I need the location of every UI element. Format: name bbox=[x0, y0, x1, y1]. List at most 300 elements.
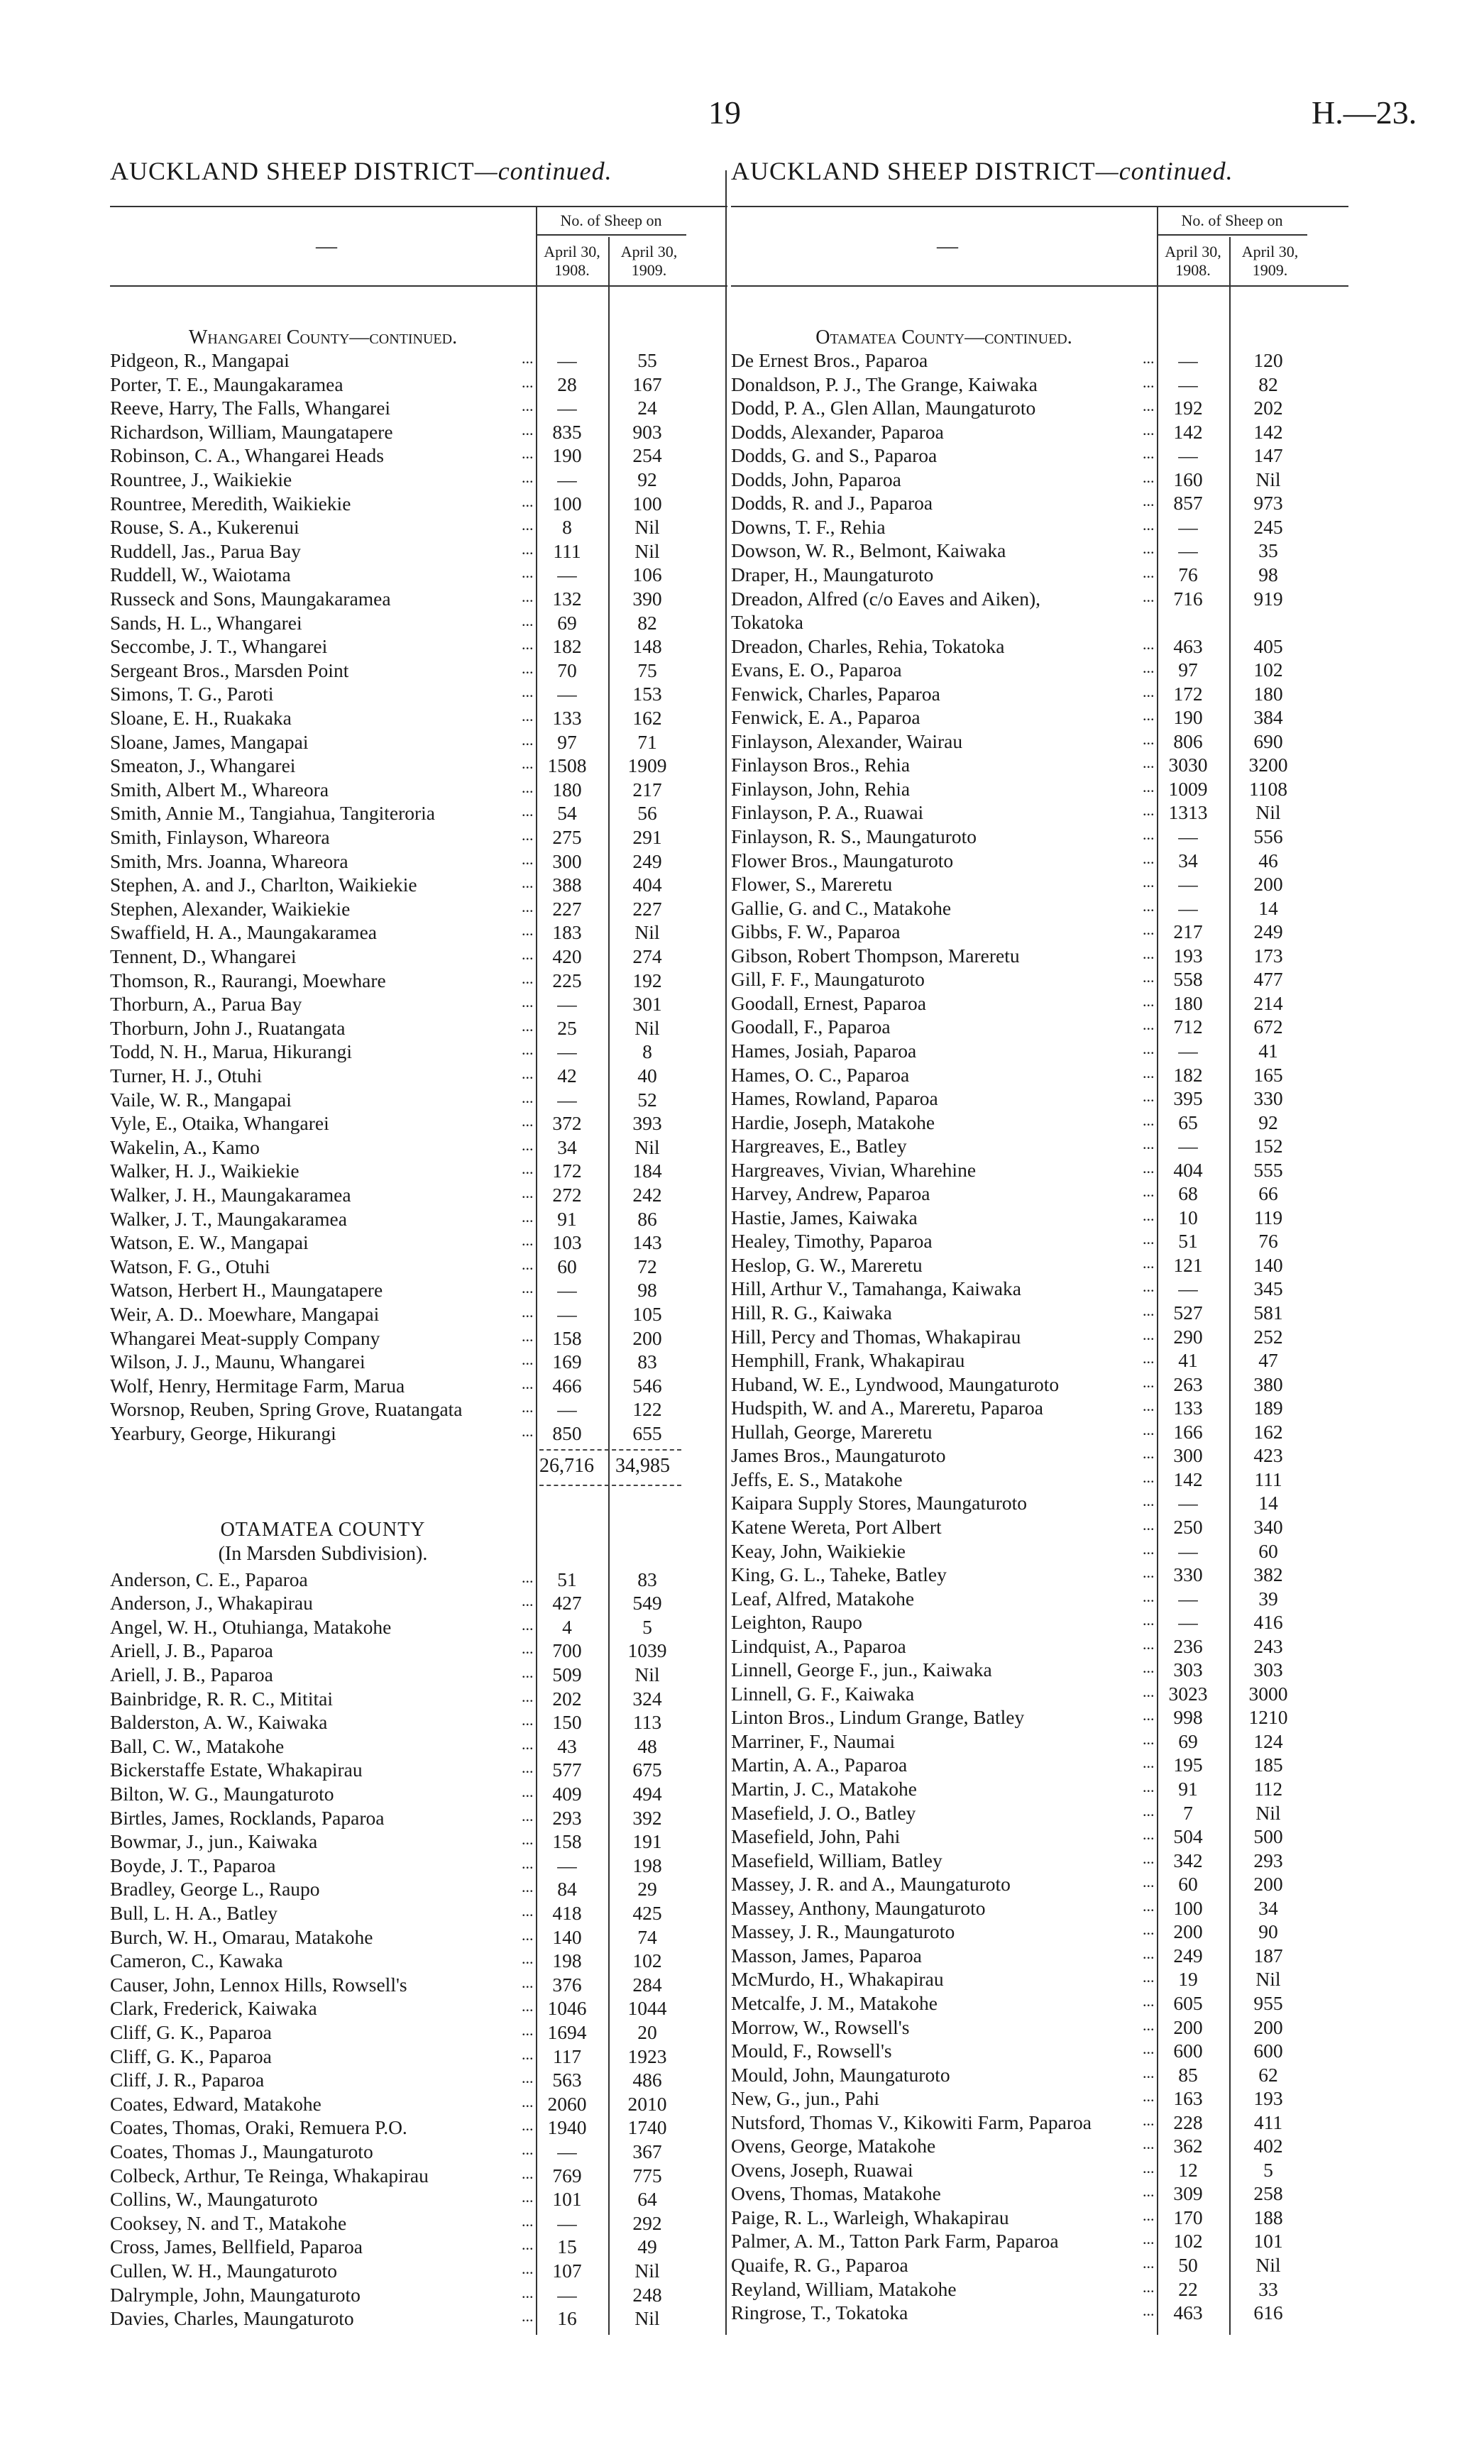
table-row bbox=[731, 1945, 1348, 1968]
sheep-1909: 227 bbox=[632, 897, 662, 920]
leader-dots: ... bbox=[1143, 1659, 1155, 1677]
leader-dots: ... bbox=[522, 1806, 534, 1825]
table-row bbox=[731, 778, 1348, 801]
sheep-1909: 200 bbox=[1253, 2015, 1283, 2038]
leader-dots: ... bbox=[1143, 1896, 1155, 1915]
entry-name: Wakelin, A., Kamo bbox=[110, 1135, 260, 1158]
sheep-1908: 577 bbox=[552, 1759, 582, 1781]
leader-dots: ... bbox=[1143, 1230, 1155, 1248]
sheep-1909: 380 bbox=[1253, 1373, 1283, 1395]
sheep-1908: 172 bbox=[1173, 682, 1203, 705]
sheep-1909: 581 bbox=[1253, 1302, 1283, 1324]
sheep-1908: — bbox=[1178, 1611, 1198, 1634]
sheep-1908: 1940 bbox=[547, 2116, 587, 2139]
sheep-1909: 49 bbox=[637, 2235, 657, 2258]
sheep-1908: 42 bbox=[557, 1065, 577, 1087]
entry-name: Todd, N. H., Marua, Hikurangi bbox=[110, 1040, 352, 1063]
sheep-1908: 180 bbox=[1173, 991, 1203, 1014]
entry-name: Hames, Josiah, Paparoa bbox=[731, 1039, 917, 1062]
entry-name: Heslop, G. W., Mareretu bbox=[731, 1253, 923, 1276]
sheep-1909: 600 bbox=[1253, 2040, 1283, 2062]
sheep-1908: 1046 bbox=[547, 1997, 587, 2020]
leader-dots: ... bbox=[1143, 968, 1155, 986]
sheep-1909: 14 bbox=[1258, 1492, 1278, 1514]
sheep-1908: 200 bbox=[1173, 2015, 1203, 2038]
sheep-1908: 290 bbox=[1173, 1325, 1203, 1348]
sheep-1909: 556 bbox=[1253, 825, 1283, 847]
leader-dots: ... bbox=[522, 659, 534, 677]
entry-name: Gill, F. F., Maungaturoto bbox=[731, 968, 925, 991]
entry-name: Ovens, George, Matakohe bbox=[731, 2135, 936, 2157]
leader-dots: ... bbox=[522, 2116, 534, 2135]
sheep-1908: 249 bbox=[1173, 1944, 1203, 1967]
entry-name: Ovens, Joseph, Ruawai bbox=[731, 2158, 913, 2181]
sheep-1908: — bbox=[557, 1040, 577, 1063]
sheep-1908: 372 bbox=[552, 1112, 582, 1135]
sheep-1908: 198 bbox=[552, 1949, 582, 1972]
sheep-1908: 1508 bbox=[547, 754, 587, 777]
sheep-1909: 973 bbox=[1253, 492, 1283, 515]
table-row bbox=[731, 397, 1348, 420]
entry-name: Dodds, G. and S., Paparoa bbox=[731, 444, 938, 467]
leader-dots: ... bbox=[522, 1135, 534, 1154]
entry-name: Cliff, G. K., Paparoa bbox=[110, 2021, 272, 2043]
table-row bbox=[110, 850, 727, 874]
sheep-1909: 122 bbox=[632, 1398, 662, 1421]
sheep-1909: 14 bbox=[1258, 896, 1278, 919]
sheep-1909: 142 bbox=[1253, 420, 1283, 443]
sheep-1908: 121 bbox=[1173, 1253, 1203, 1276]
sheep-1909: 188 bbox=[1253, 2206, 1283, 2228]
sheep-1909: 393 bbox=[632, 1112, 662, 1135]
sheep-1909: 367 bbox=[632, 2140, 662, 2162]
sheep-1909: 402 bbox=[1253, 2135, 1283, 2157]
leader-dots: ... bbox=[1143, 730, 1155, 748]
sheep-1908: 225 bbox=[552, 969, 582, 991]
header-bottom-rule bbox=[110, 285, 727, 287]
sheep-1909: 301 bbox=[632, 993, 662, 1016]
sheep-1908: — bbox=[557, 1854, 577, 1876]
sheep-1909: Nil bbox=[634, 2260, 660, 2282]
entry-name: Linton Bros., Lindum Grange, Batley bbox=[731, 1706, 1025, 1729]
sheep-1909: Nil bbox=[1255, 1968, 1281, 1991]
table-row bbox=[731, 1778, 1348, 1801]
header-bottom-rule bbox=[731, 285, 1348, 287]
leader-dots: ... bbox=[522, 730, 534, 749]
table-row bbox=[731, 1277, 1348, 1301]
entry-name: Wolf, Henry, Hermitage Farm, Marua bbox=[110, 1374, 405, 1397]
sheep-1909: 187 bbox=[1253, 1944, 1283, 1967]
sheep-1908: 97 bbox=[1178, 659, 1198, 681]
table-row bbox=[110, 1902, 727, 1925]
sheep-1908: 330 bbox=[1173, 1563, 1203, 1586]
sheep-1908: 160 bbox=[1173, 468, 1203, 490]
entry-name: Leighton, Raupo bbox=[731, 1611, 862, 1634]
sheep-1908: 182 bbox=[1173, 1063, 1203, 1086]
leader-dots: ... bbox=[1143, 1468, 1155, 1486]
entry-name: Watson, Herbert H., Maungatapere bbox=[110, 1279, 383, 1302]
table-row bbox=[110, 2307, 727, 2331]
sheep-1908: 34 bbox=[557, 1135, 577, 1158]
sheep-1908: 91 bbox=[557, 1207, 577, 1230]
table-row bbox=[731, 1326, 1348, 1349]
table-row bbox=[731, 1992, 1348, 2015]
sheep-1908: — bbox=[1178, 1277, 1198, 1300]
leader-dots: ... bbox=[522, 1255, 534, 1273]
leader-dots: ... bbox=[522, 802, 534, 820]
leader-dots: ... bbox=[1143, 659, 1155, 677]
leader-dots: ... bbox=[522, 420, 534, 439]
sheep-1908: 8 bbox=[562, 516, 572, 539]
leader-dots: ... bbox=[522, 1687, 534, 1705]
sheep-1909: 411 bbox=[1253, 2111, 1283, 2133]
sheep-1909: 52 bbox=[637, 1088, 657, 1111]
leader-dots: ... bbox=[1143, 2301, 1155, 2320]
entry-name: Hill, R. G., Kaiwaka bbox=[731, 1302, 892, 1324]
table-row bbox=[731, 2159, 1348, 2182]
sheep-1908: 275 bbox=[552, 826, 582, 848]
entry-name: Dreadon, Alfred (c/o Eaves and Aiken), bbox=[731, 587, 1041, 610]
leader-dots: ... bbox=[1143, 1039, 1155, 1057]
leader-dots: ... bbox=[522, 1568, 534, 1586]
sheep-1909: 83 bbox=[637, 1568, 657, 1590]
entry-name: Coates, Thomas, Oraki, Remuera P.O. bbox=[110, 2116, 407, 2139]
sheep-1909: 655 bbox=[632, 1422, 662, 1444]
leader-dots: ... bbox=[522, 2045, 534, 2063]
sheep-1908: 142 bbox=[1173, 420, 1203, 443]
leader-dots: ... bbox=[522, 2283, 534, 2301]
entry-name: Birtles, James, Rocklands, Paparoa bbox=[110, 1806, 385, 1829]
sheep-1909: 200 bbox=[1253, 1873, 1283, 1896]
sheep-1909: 382 bbox=[1253, 1563, 1283, 1586]
sheep-1908: — bbox=[557, 2140, 577, 2162]
table-row bbox=[110, 1422, 727, 1446]
leader-dots: ... bbox=[522, 516, 534, 534]
entry-name: Cliff, G. K., Paparoa bbox=[110, 2045, 272, 2067]
entry-name: Katene Wereta, Port Albert bbox=[731, 1515, 942, 1538]
sheep-1908: 12 bbox=[1178, 2158, 1198, 2181]
leader-dots: ... bbox=[1143, 1515, 1155, 1534]
entry-name: Nutsford, Thomas V., Kikowiti Farm, Paparoa bbox=[731, 2111, 1092, 2133]
leader-dots: ... bbox=[1143, 397, 1155, 415]
sheep-1908: 190 bbox=[552, 444, 582, 467]
sheep-1908: 172 bbox=[552, 1160, 582, 1182]
sheep-1908: 158 bbox=[552, 1830, 582, 1853]
table-row bbox=[110, 516, 727, 539]
entry-name: Donaldson, P. J., The Grange, Kaiwaka bbox=[731, 373, 1038, 395]
sheep-1909: 33 bbox=[1258, 2277, 1278, 2300]
table-row bbox=[110, 2260, 727, 2283]
leader-dots: ... bbox=[1143, 1825, 1155, 1844]
leader-dots: ... bbox=[1143, 1754, 1155, 1772]
table-row bbox=[110, 1949, 727, 1973]
leader-dots: ... bbox=[1143, 1349, 1155, 1368]
sheep-1909: 167 bbox=[632, 373, 662, 395]
sheep-1909: 249 bbox=[1253, 920, 1283, 943]
sheep-1908: 388 bbox=[552, 874, 582, 896]
sheep-1909: 86 bbox=[637, 1207, 657, 1230]
header-dash: — bbox=[937, 234, 958, 258]
sheep-1908: 111 bbox=[553, 539, 581, 562]
entry-name: Thomson, R., Raurangi, Moewhare bbox=[110, 969, 386, 991]
leader-dots: ... bbox=[522, 874, 534, 892]
leader-dots: ... bbox=[522, 707, 534, 725]
sheep-1908: 1009 bbox=[1168, 777, 1208, 800]
sheep-1908: 600 bbox=[1173, 2040, 1203, 2062]
leader-dots: ... bbox=[522, 2021, 534, 2039]
sheep-1908: 712 bbox=[1173, 1016, 1203, 1038]
table-row bbox=[731, 1254, 1348, 1277]
sheep-1909: 242 bbox=[632, 1184, 662, 1206]
table-row bbox=[110, 2188, 727, 2211]
leader-dots: ... bbox=[1143, 349, 1155, 367]
sheep-1908: 806 bbox=[1173, 730, 1203, 752]
sheep-1908: 217 bbox=[1173, 920, 1203, 943]
document-reference: H.—23. bbox=[1312, 94, 1417, 131]
sheep-1909: 549 bbox=[632, 1592, 662, 1615]
leader-dots: ... bbox=[1143, 2230, 1155, 2248]
entry-name: Coates, Edward, Matakohe bbox=[110, 2092, 321, 2115]
table-row bbox=[731, 1659, 1348, 1682]
sheep-1909: 66 bbox=[1258, 1182, 1278, 1205]
table-row bbox=[731, 1968, 1348, 1991]
sheep-1909: 40 bbox=[637, 1065, 657, 1087]
entry-name: Massey, J. R. and A., Maungaturoto bbox=[731, 1873, 1011, 1896]
sheep-1908: 200 bbox=[1173, 1920, 1203, 1943]
sheep-1909: 119 bbox=[1253, 1206, 1283, 1228]
table-row bbox=[110, 2284, 727, 2307]
leader-dots: ... bbox=[522, 1422, 534, 1440]
sheep-1908: 158 bbox=[552, 1326, 582, 1349]
sheep-1908: 409 bbox=[552, 1783, 582, 1805]
leader-dots: ... bbox=[1143, 2135, 1155, 2153]
leader-dots: ... bbox=[1143, 2111, 1155, 2129]
leader-dots: ... bbox=[522, 1184, 534, 1201]
entry-name: Dodds, John, Paparoa bbox=[731, 468, 901, 490]
leader-dots: ... bbox=[522, 611, 534, 629]
sheep-1908: 117 bbox=[552, 2045, 582, 2067]
table-row bbox=[110, 898, 727, 921]
sheep-1908: 605 bbox=[1173, 1991, 1203, 2014]
sheep-1909: 34 bbox=[1258, 1896, 1278, 1919]
sheep-1908: — bbox=[557, 1398, 577, 1421]
leader-dots: ... bbox=[1143, 873, 1155, 891]
entry-name: Masefield, William, Batley bbox=[731, 1849, 942, 1871]
leader-dots: ... bbox=[522, 1734, 534, 1753]
leader-dots: ... bbox=[1143, 2182, 1155, 2201]
leader-dots: ... bbox=[1143, 2087, 1155, 2106]
table-row bbox=[110, 540, 727, 563]
entry-name: Watson, F. G., Otuhi bbox=[110, 1255, 270, 1277]
table-row bbox=[731, 1230, 1348, 1253]
entry-name: Sloane, James, Mangapai bbox=[110, 730, 309, 753]
sheep-1909: Nil bbox=[1255, 801, 1281, 824]
total-rule-top bbox=[539, 1449, 681, 1451]
table-row bbox=[731, 2278, 1348, 2301]
sheep-1909: 903 bbox=[632, 420, 662, 443]
table-row bbox=[110, 1735, 727, 1759]
leader-dots: ... bbox=[522, 1949, 534, 1968]
entry-name: Anderson, C. E., Paparoa bbox=[110, 1568, 308, 1590]
entry-name: Bickerstaffe Estate, Whakapirau bbox=[110, 1759, 363, 1781]
entry-name: Cooksey, N. and T., Matakohe bbox=[110, 2211, 347, 2234]
sheep-1909: 500 bbox=[1253, 1825, 1283, 1848]
entry-name: Smith, Albert M., Whareora bbox=[110, 778, 329, 801]
entry-name: Yearbury, George, Hikurangi bbox=[110, 1422, 336, 1444]
sheep-1909: 112 bbox=[1253, 1778, 1283, 1800]
sheep-1908: 142 bbox=[1173, 1468, 1203, 1490]
entry-name: Hill, Percy and Thomas, Whakapirau bbox=[731, 1325, 1021, 1348]
entry-name: Russeck and Sons, Maungakaramea bbox=[110, 588, 391, 610]
leader-dots: ... bbox=[522, 754, 534, 773]
leader-dots: ... bbox=[1143, 801, 1155, 820]
entry-name: Goodall, F., Paparoa bbox=[731, 1016, 891, 1038]
sheep-1908: — bbox=[557, 1303, 577, 1325]
entry-name: Hudspith, W. and A., Mareretu, Paparoa bbox=[731, 1397, 1043, 1419]
sheep-1908: — bbox=[557, 993, 577, 1016]
sheep-1908: 50 bbox=[1178, 2254, 1198, 2276]
leader-dots: ... bbox=[1143, 1016, 1155, 1034]
entry-name: Martin, A. A., Paparoa bbox=[731, 1754, 908, 1776]
table-row bbox=[110, 826, 727, 849]
sheep-1908: 998 bbox=[1173, 1706, 1203, 1729]
sheep-1909: 106 bbox=[632, 563, 662, 586]
entry-name: Bainbridge, R. R. C., Mititai bbox=[110, 1687, 333, 1710]
entry-name: De Ernest Bros., Paparoa bbox=[731, 349, 928, 371]
sheep-1909: 46 bbox=[1258, 849, 1278, 871]
sheep-1908: 303 bbox=[1173, 1659, 1203, 1681]
entry-name: Tokatoka bbox=[731, 611, 803, 634]
entry-name: Clark, Frederick, Kaiwaka bbox=[110, 1997, 317, 2020]
table-row bbox=[110, 1639, 727, 1663]
entry-name: Colbeck, Arthur, Te Reinga, Whakapirau bbox=[110, 2164, 429, 2187]
table-row bbox=[731, 492, 1348, 515]
sheep-1908: 103 bbox=[552, 1231, 582, 1254]
leader-dots: ... bbox=[1143, 2158, 1155, 2177]
table-row bbox=[731, 1588, 1348, 1611]
leader-dots: ... bbox=[1143, 1968, 1155, 1986]
entry-name: Boyde, J. T., Paparoa bbox=[110, 1854, 276, 1876]
entry-name: Flower Bros., Maungaturoto bbox=[731, 849, 954, 871]
sheep-1909: 3000 bbox=[1248, 1682, 1288, 1705]
leader-dots: ... bbox=[522, 1207, 534, 1226]
sheep-1909: 546 bbox=[632, 1374, 662, 1397]
sheep-1908: 133 bbox=[552, 707, 582, 729]
entry-name: Sergeant Bros., Marsden Point bbox=[110, 659, 349, 681]
sheep-1908: 150 bbox=[552, 1711, 582, 1734]
sheep-1909: 249 bbox=[632, 849, 662, 872]
sheep-1909: 162 bbox=[1253, 1420, 1283, 1443]
entry-name: Massey, Anthony, Maungaturoto bbox=[731, 1896, 986, 1919]
entry-name: Vyle, E., Otaika, Whangarei bbox=[110, 1112, 329, 1135]
sheep-1909: 1210 bbox=[1248, 1706, 1288, 1729]
sheep-1908: 362 bbox=[1173, 2135, 1203, 2157]
sheep-1909: 185 bbox=[1253, 1754, 1283, 1776]
entry-name: Evans, E. O., Paparoa bbox=[731, 659, 902, 681]
table-row bbox=[110, 945, 727, 969]
table-row bbox=[731, 873, 1348, 896]
sheep-1908: 558 bbox=[1173, 968, 1203, 991]
leader-dots: ... bbox=[522, 1231, 534, 1250]
table-row bbox=[731, 2111, 1348, 2135]
leader-dots: ... bbox=[1143, 1111, 1155, 1129]
table-row bbox=[731, 563, 1348, 587]
sheep-1909: 243 bbox=[1253, 1634, 1283, 1657]
leader-dots: ... bbox=[522, 397, 534, 415]
table-row bbox=[731, 849, 1348, 873]
table-row bbox=[110, 1688, 727, 1711]
entry-name: Ringrose, T., Tokatoka bbox=[731, 2301, 908, 2324]
section-subheading: (In Marsden Subdivision). bbox=[218, 1542, 428, 1565]
table-row bbox=[731, 1373, 1348, 1397]
entry-name: Simons, T. G., Paroti bbox=[110, 683, 274, 705]
table-row bbox=[731, 1492, 1348, 1515]
leader-dots: ... bbox=[1143, 1991, 1155, 2010]
entry-name: Ruddell, W., Waiotama bbox=[110, 563, 291, 586]
table-row bbox=[731, 588, 1348, 611]
entry-name: Hargreaves, Vivian, Wharehine bbox=[731, 1158, 977, 1181]
entry-name: Marriner, F., Naumai bbox=[731, 1729, 896, 1752]
table-row bbox=[110, 1136, 727, 1160]
sheep-1908: — bbox=[557, 1088, 577, 1111]
sheep-1908: 15 bbox=[557, 2235, 577, 2258]
entry-name: Smith, Mrs. Joanna, Whareora bbox=[110, 849, 348, 872]
leader-dots: ... bbox=[1143, 2063, 1155, 2081]
leader-dots: ... bbox=[522, 2235, 534, 2254]
entry-name: Whangarei Meat-supply Company bbox=[110, 1326, 380, 1349]
table-row bbox=[110, 1592, 727, 1615]
entry-name: Finlayson Bros., Rehia bbox=[731, 754, 911, 776]
leader-dots: ... bbox=[522, 1351, 534, 1369]
entry-name: McMurdo, H., Whakapirau bbox=[731, 1968, 944, 1991]
table-row bbox=[731, 1611, 1348, 1634]
sheep-1909: 180 bbox=[1253, 682, 1283, 705]
table-row bbox=[110, 1616, 727, 1639]
sheep-1909: 24 bbox=[637, 397, 657, 419]
leader-dots: ... bbox=[1143, 563, 1155, 581]
sheep-1909: 101 bbox=[1253, 2230, 1283, 2253]
table-row bbox=[110, 421, 727, 444]
sheep-1909: 3200 bbox=[1248, 754, 1288, 776]
leader-dots: ... bbox=[522, 921, 534, 940]
sheep-1908: — bbox=[557, 397, 577, 419]
table-row bbox=[110, 468, 727, 492]
sheep-1908: — bbox=[1178, 1539, 1198, 1562]
table-row bbox=[110, 1398, 727, 1421]
sheep-1909: 392 bbox=[632, 1806, 662, 1829]
sheep-1909: 1039 bbox=[627, 1639, 667, 1662]
entry-name: Bradley, George L., Raupo bbox=[110, 1878, 320, 1901]
leader-dots: ... bbox=[1143, 1420, 1155, 1439]
table-row bbox=[731, 897, 1348, 920]
leader-dots: ... bbox=[522, 1973, 534, 1991]
sheep-1908: — bbox=[1178, 1135, 1198, 1157]
leader-dots: ... bbox=[1143, 1492, 1155, 1510]
entry-name: Goodall, Ernest, Paparoa bbox=[731, 991, 926, 1014]
entry-name: Smeaton, J., Whangarei bbox=[110, 754, 296, 777]
sheep-1909: 345 bbox=[1253, 1277, 1283, 1300]
entry-name: Downs, T. F., Rehia bbox=[731, 515, 886, 538]
sheep-1909: 555 bbox=[1253, 1158, 1283, 1181]
leader-dots: ... bbox=[1143, 2254, 1155, 2272]
left-column bbox=[110, 156, 749, 2330]
entry-name: Hames, O. C., Paparoa bbox=[731, 1063, 910, 1086]
sheep-1909: 98 bbox=[637, 1279, 657, 1302]
table-row bbox=[731, 2182, 1348, 2206]
leader-dots: ... bbox=[1143, 373, 1155, 391]
table-row bbox=[110, 2093, 727, 2116]
table-row bbox=[110, 2235, 727, 2259]
